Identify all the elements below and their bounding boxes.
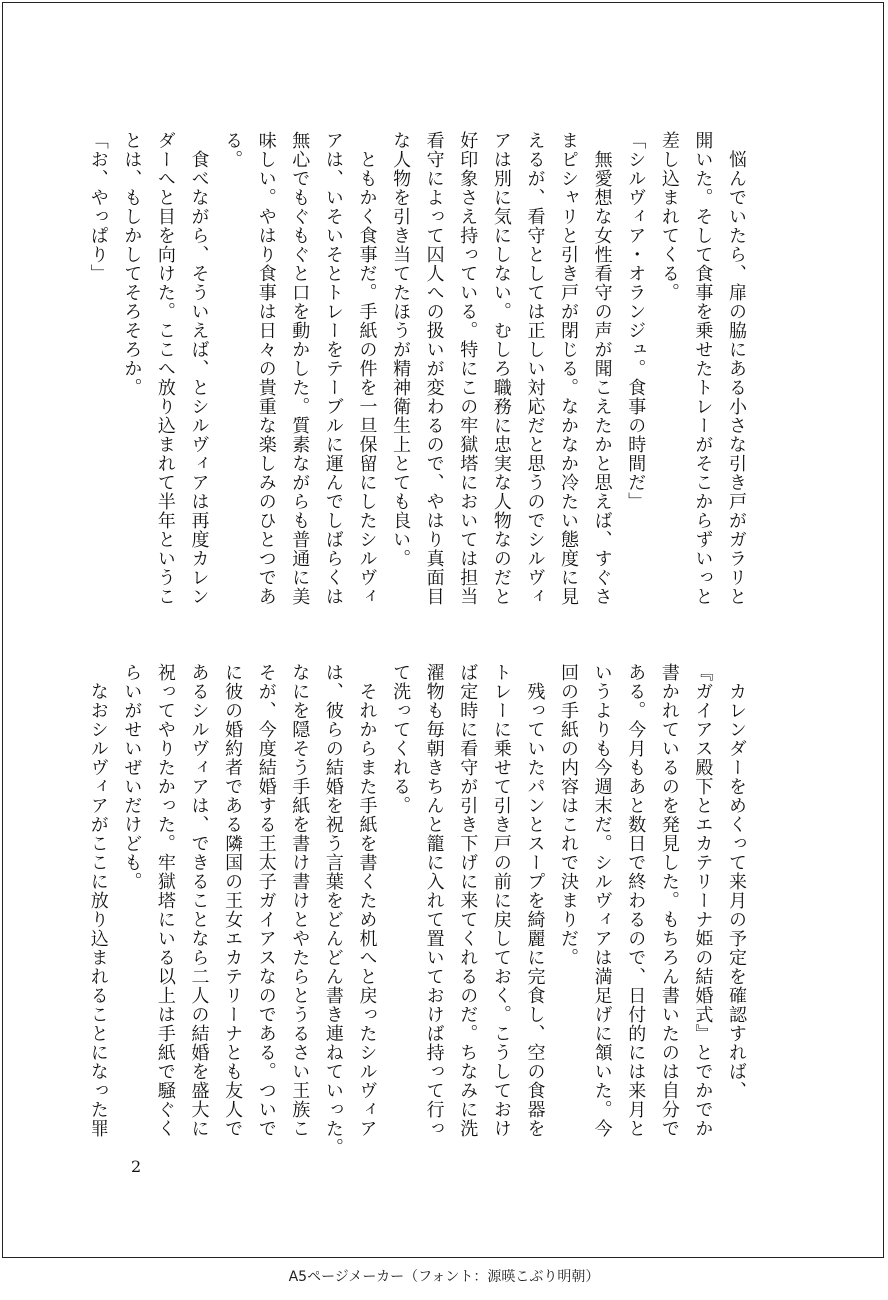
page-frame <box>2 2 884 1258</box>
text-line: 看守によって囚人への扱いが変わるので、やはり真面目 <box>423 131 445 606</box>
text-line: アは、いそいそとトレーをテーブルに運んでしばらくは <box>322 131 344 606</box>
text-line: 開いた。そして食事を乗せたトレーがそこからずいっと <box>692 131 714 606</box>
text-line: えるが、看守としては正しい対応だと思うのでシルヴィ <box>524 131 546 606</box>
text-line: 「お、やっぱり」 <box>87 131 109 283</box>
text-line: 祝ってやりたかった。牢獄塔にいる以上は手紙で騒ぐく <box>154 663 176 1138</box>
text-line: は、彼らの結婚を祝う言葉をどんどん書き連ねていった。 <box>322 663 344 1157</box>
text-line: て洗ってくれる。 <box>390 663 412 815</box>
text-line: らいがせいぜいだけども。 <box>121 663 143 891</box>
text-line: な人物を引き当てたほうが精神衛生上とても良い。 <box>390 131 412 568</box>
text-line: ば定時に看守が引き下げに来てくれるのだ。ちなみに洗 <box>457 663 479 1138</box>
text-line: 「シルヴィア・オランジュ。食事の時間だ」 <box>625 131 647 511</box>
text-line: 『ガイアス殿下とエカテリーナ姫の結婚式』とでかでか <box>692 663 714 1138</box>
text-line: アは別に気にしない。むしろ職務に忠実な人物なのだと <box>490 131 512 606</box>
text-line: ダーへと目を向けた。ここへ放り込まれて半年というこ <box>154 131 176 606</box>
footer-caption: A5ページメーカー（フォント：源暎こぶり明朝） <box>288 1269 600 1285</box>
text-line: なにを隠そう手紙を書け書けとやたらとうるさい王族こ <box>289 663 311 1138</box>
text-line: とは、もしかしてそろそろか。 <box>121 131 143 397</box>
text-line: 残っていたパンとスープを綺麗に完食し、空の食器を <box>524 663 546 1138</box>
text-line: に彼の婚約者である隣国の王女エカテリーナとも友人で <box>222 663 244 1138</box>
text-line: 無愛想な女性看守の声が聞こえたかと思えば、すぐさ <box>591 131 613 606</box>
text-line: それからまた手紙を書くため机へと戻ったシルヴィア <box>356 663 378 1138</box>
text-line: 無心でもぐもぐと口を動かした。質素ながらも普通に美 <box>289 131 311 606</box>
text-line: あるシルヴィアは、できることなら二人の結婚を盛大に <box>188 663 210 1138</box>
text-line: カレンダーをめくって来月の予定を確認すれば、 <box>726 663 747 1100</box>
text-line: 悩んでいたら、扉の脇にある小さな引き戸がガラリと <box>726 131 747 606</box>
text-line: そが、今度結婚する王太子ガイアスなのである。ついで <box>255 663 277 1138</box>
text-line: 味しい。やはり食事は日々の貴重な楽しみのひとつであ <box>255 131 277 606</box>
text-line: まピシャリと引き戸が閉じる。なかなか冷たい態度に見 <box>558 131 580 606</box>
page-number: 2 <box>131 1157 142 1176</box>
lower-text-block <box>81 663 753 1157</box>
text-line: 食べながら、そういえば、とシルヴィアは再度カレン <box>188 131 210 606</box>
text-line: なおシルヴィアがここに放り込まれることになった罪 <box>87 663 109 1138</box>
text-line: ある。今月もあと数日で終わるので、日付的には来月と <box>625 663 647 1138</box>
text-line: る。 <box>222 131 244 169</box>
text-line: ともかく食事だ。手紙の件を一旦保留にしたシルヴィ <box>356 131 378 606</box>
text-line: トレーに乗せて引き戸の前に戻しておく。こうしておけ <box>490 663 512 1138</box>
text-line: 好印象さえ持っている。特にこの牢獄塔においては担当 <box>457 131 479 606</box>
text-line: いうよりも今週末だ。シルヴィアは満足げに頷いた。今 <box>591 663 613 1138</box>
text-line: 書かれているのを発見した。もちろん書いたのは自分で <box>658 663 680 1138</box>
text-line: 濯物も毎朝きちんと籠に入れて置いておけば持って行っ <box>423 663 445 1138</box>
text-line: 回の手紙の内容はこれで決まりだ。 <box>558 663 580 967</box>
text-line: 差し込まれてくる。 <box>658 131 680 302</box>
upper-text-block <box>81 131 753 631</box>
